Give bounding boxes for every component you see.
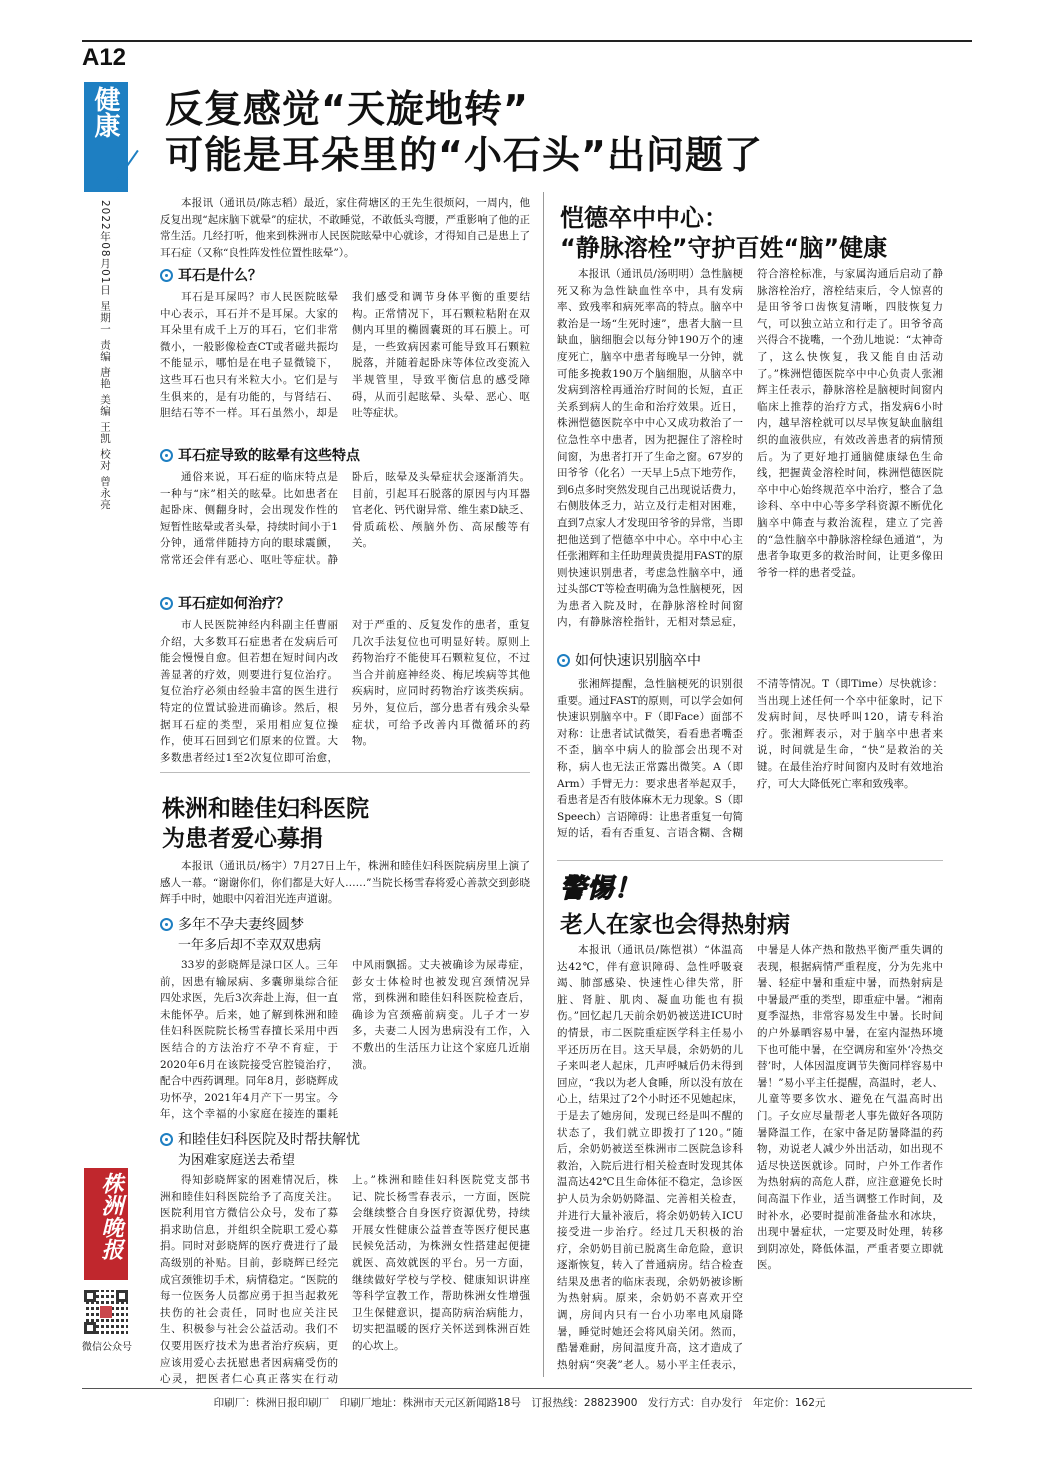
heatstroke-kicker: 警惕！ bbox=[560, 874, 642, 904]
section-help: 得知彭晓辉家的困难情况后，株洲和睦佳妇科医院给予了高度关注。医院利用官方微信公众号，发布了募捐求助信息，并组织全院职工爱心募捐。同时对彭晓辉的医疗费进行了最高级别的补贴。目前，彭晓辉已经完成宫颈锥切手术，病情稳定。“医院的每一位医务人员都应勇于担当起救死扶伤的社会责任，同时也应关注民生、积极参与社会公益活动。我们不仅要用医疗技术为患者治疗疾病，更应该用爱心去抚慰患者因病痛受伤的心灵，把医者仁心真正落实在行动上。”株洲和睦佳妇科医院党支部书记、院长杨雪春表示，一方面，医院会继续整合自身医疗资源优势，持续开展女性健康公益普查等医疗便民惠民候免活动，为株洲女性搭建起便捷就医、高效就医的平台。另一方面，继续做好学校与学校、健康知识讲座等科学宣教工作，帮助株洲女性增强卫生保健意识，提高防病治病能力，切实把温暖的医疗关怀送到株洲百姓的心坎上。 bbox=[160, 1174, 530, 1386]
bullet-icon bbox=[160, 597, 173, 610]
header-rule bbox=[82, 40, 972, 42]
date-line: 2022年08月01日 星期一 责编 唐艳 美编 王凯 校对 曾永亮 bbox=[99, 200, 111, 511]
right-title-line2: “静脉溶栓”守护百姓“脑”健康 bbox=[560, 234, 888, 262]
right-title-line1: 恺德卒中中心： bbox=[560, 204, 728, 232]
heatstroke-body: 本报讯（通讯员/陈恺祺）“体温高达42℃，伴有意识障碍、急性呼吸衰竭、肺部感染、快速性心律失常，肝脏、肾脏、肌肉、凝血功能也有损伤。”回忆起几天前余奶奶被送进ICU时的情景，市二医院重症医学科主任易小平还历历在目。这天早晨，余奶奶的儿子来叫老人起床，几声呼喊后仍未得到回应，“我以为老人食睡，所以没有放在心上，结果过了2个小时还不见她起床，于是去了她房间，发现已经是叫不醒的状态了，我们就立即拨打了120。”随后，余奶奶被送至株洲市二医院急诊科救治，入院后进行相关检查时发现其体温高达42℃且生命体征不稳定，急诊医护人员为余奶奶降温、完善相关检查，并进行大量补液后，将余奶奶转入ICU接受进一步治疗。经过几天积极的治疗，余奶奶目前已脱离生命危险，意识逐渐恢复，转入了普通病房。结合检查结果及患者的临床表现，余奶奶被诊断为热射病。原来，余奶奶不喜欢开空调，房间内只有一台小功率电风扇降暑，睡觉时她还会将风扇关闭。然而，酷暑难耐，房间温度升高，这才造成了热射病“突袭”老人。易小平主任表示，中暑是人体产热和散热平衡严重失调的表现，根据病情严重程度，分为先兆中暑、轻症中暑和重症中暑，而热射病是中暑最严重的类型，即重症中暑。“湘南夏季湿热，非常容易发生中暑。长时间的户外暴晒容易中暑，在室内湿热环境下也可能中暑，在空调房和室外‘冷热交替’时，人体因温度调节失衡同样容易中暑！”易小平主任提醒，高温时，老人、儿童等要多饮水、避免在气温高时出门。子女应尽量帮老人事先做好各项防暑降温工作，在家中备足防暑降温的药物，劝说老人减少外出活动，如出现不适尽快送医就诊。同时，户外工作者作为热射病的高危人群，应注意避免长时间高温下作业，适当调整工作时间，及时补水，必要时提前准备盐水和冰块，出现中暑症状，一定要及时处理，转移到阴凉处，降低体温，严重者要立即就医。 bbox=[557, 944, 943, 1371]
donation-title-line2: 为患者爱心募捐 bbox=[162, 826, 323, 852]
section-treatment: 市人民医院神经内科副主任曹丽介绍，大多数耳石症患者在发病后可能会慢慢自愈。但若想在短时间内改善显著的疗效，则要进行复位治疗。复位治疗必须由经验丰富的医生进行特定的位置试验进而确诊。然后，根据耳石症的类型，采用相应复位操作，使耳石回到它们原来的位置。大多数患者经过1至2次复位即可治愈，对于严重的、反复发作的患者，重复几次手法复位也可明显好转。原则上药物治疗不能使耳石颗粒复位，不过当合并前庭神经炎、梅尼埃病等其他疾病时，应同时药物治疗该类疾病。另外，复位后，部分患者有残余头晕症状，可给予改善内耳微循环的药物。 bbox=[160, 619, 530, 764]
article-heatstroke bbox=[557, 942, 943, 1376]
subhead-infertility: 多年不孕夫妻终圆梦 一年多后却不幸双双患病 bbox=[160, 914, 530, 953]
heatstroke-title: 老人在家也会得热射病 bbox=[560, 912, 790, 938]
section-what-is: 耳石是耳屎吗？市人民医院眩晕中心表示，耳石并不是耳屎。大家的耳朵里有成千上万的耳石，它们非常微小，一般影像检查CT或者磁共振均不能显示，哪怕是在电子显微镜下，这些耳石也只有米粒大小。它们是与生俱来的，是有功能的，与肾结石、胆结石等不一样。耳石虽然小，却是我们感受和调节身体平衡的重要结构。正常情况下，耳石颗粒粘附在双侧内耳里的椭圆囊斑的耳石膜上。可是，一些致病因素可能导致耳石颗粒脱落，并随着起卧床等体位改变流入半规管里，导致平衡信息的感受障碍，从而引起眩晕、头晕、恶心、呕吐等症状。 bbox=[160, 291, 530, 420]
subhead-fast: 如何快速识别脑卒中 bbox=[557, 650, 943, 670]
article-lead: 本报讯（通讯员/陈志稻）最近，家住荷塘区的王先生很烦闷，一周内，他反复出现“起床脑下就晕”的症状，不敢睡觉，不敢低头弯腰，严重影响了他的正常生活。几经打听，他来到株洲市人民医院眩晕中心就诊，才得知自己是患上了耳石症（又称“良性阵发性位置性眩晕”）。 bbox=[160, 197, 530, 259]
bullet-icon bbox=[160, 449, 173, 462]
logo-text: 株洲晚报 bbox=[98, 1172, 124, 1260]
section-label: 健康 bbox=[90, 86, 120, 138]
subhead-help: 和睦佳妇科医院及时帮扶解忧 为困难家庭送去希望 bbox=[160, 1129, 530, 1168]
subhead-what-is: 耳石是什么？ bbox=[160, 265, 530, 285]
article-stroke-center bbox=[557, 266, 943, 844]
bullet-icon bbox=[557, 654, 570, 667]
qr-code[interactable] bbox=[84, 1290, 128, 1334]
footer-rule bbox=[82, 1388, 972, 1389]
section-divider bbox=[557, 860, 943, 861]
bullet-icon bbox=[160, 918, 173, 931]
footer-info: 印刷厂：株洲日报印刷厂 印刷厂地址：株洲市天元区新闻路18号 订报热线：28823900 发行方式：自办发行 年定价：162元 bbox=[213, 1397, 826, 1409]
bullet-icon bbox=[160, 1133, 173, 1146]
article-donation bbox=[160, 858, 530, 1388]
main-title-line1: 反复感觉“天旋地转” bbox=[165, 87, 529, 131]
section-features: 通俗来说，耳石症的临床特点是一种与“床”相关的眩晕。比如患者在起卧床、侧翻身时，会出现发作性的短暂性眩晕或者头晕，持续时间小于1分钟，通常伴随持方向的眼球震颤，常常还会伴有恶心、呕吐等症状。静卧后，眩晕及头晕症状会逐渐消失。目前，引起耳石脱落的原因与内耳器官老化、钙代谢异常、维生素D缺乏、骨质疏松、颅脑外伤、高尿酸等有关。 bbox=[160, 471, 530, 566]
main-title-line2: 可能是耳朵里的“小石头”出问题了 bbox=[165, 133, 763, 177]
bullet-icon bbox=[160, 269, 173, 282]
stroke-body: 本报讯（通讯员/汤明明）急性脑梗死又称为急性缺血性卒中，具有发病率、致残率和病死率高的特点。脑卒中救治是一场“生死时速”，患者大脑一旦缺血，脑细胞会以每分钟190万个的速度死亡，脑卒中患者每晚早一分钟，就可能多挽救190万个脑细胞，从脑卒中发病到溶栓再通治疗时间的长短，直正关系到病人的生命和治疗效果。近日，株洲恺德医院卒中中心又成功救治了一位急性卒中患者，因为把握住了溶栓时间窗，为患者打开了生命之窗。67岁的田爷爷（化名）一天早上5点下地劳作，到6点多时突然发现自己出现说话费力，右侧肢体乏力，站立及行走相对困难，直到7点家人才发现田爷爷的异常，当即把他送到了恺德卒中中心。卒中中心主任张湘辉和主任助理黄贵提用FAST的原则快速识别患者，考虑急性脑卒中，通过头部CT等检查明确为急性脑梗死，因为患者入院及时，在静脉溶栓时间窗内，有静脉溶栓指针，无相对禁忌症，符合溶栓标准，与家属沟通后启动了静脉溶栓治疗，溶栓结束后，令人惊喜的是田爷爷口齿恢复清晰，四肢恢复力气，可以独立站立和行走了。田爷爷高兴得合不拢嘴，一个劲儿地说：“太神奇了，这么快恢复，我又能自由活动了。”株洲恺德医院卒中中心负责人张湘辉主任表示，静脉溶栓是脑梗时间窗内临床上推荐的治疗方式，指发病6小时内，越早溶栓就可以尽早恢复缺血脑组织的血液供应，有效改善患者的病情预后。为了更好地打通脑健康绿色生命线，把握黄金溶栓时间，株洲恺德医院卒中中心始终规范卒中治疗，整合了急诊科、卒中中心等多学科资源不断优化脑卒中筛查与救治流程，建立了完善的“急性脑卒中静脉溶栓绿色通道”，为患者争取更多的救治时间，让更多像田爷爷一样的患者受益。 bbox=[557, 268, 943, 629]
page-label: A12 bbox=[82, 44, 127, 71]
donation-lead: 本报讯（通讯员/杨宇）7月27日上午，株洲和睦佳妇科医院病房里上演了感人一幕。“谢谢你们，你们都是大好人……”当院长杨雪春将爱心善款交到彭晓辉手中时，她眼中闪着泪光连声道谢。 bbox=[160, 860, 530, 906]
section-divider bbox=[160, 772, 530, 773]
qr-caption: 微信公众号 bbox=[82, 1342, 132, 1353]
article-earstone bbox=[160, 195, 530, 767]
subhead-features: 耳石症导致的眩晕有这些特点 bbox=[160, 445, 530, 465]
subhead-treatment: 耳石症如何治疗？ bbox=[160, 593, 530, 613]
donation-title-line1: 株洲和睦佳妇科医院 bbox=[162, 796, 369, 822]
section-fast: 张湘辉提醒，急性脑梗死的识别很重要。通过FAST的原则，可以学会如何快速识别脑卒中。F（即Face）面部不对称：让患者试试微笑，看看患者嘴歪不歪，脑卒中病人的脸部会出现不对称，病人也无法正常露出微笑。A（即Arm）手臂无力：要求患者举起双手，看患者是否有肢体麻木无力现象。S（即Speech）言语障碍：让患者重复一句简短的话，看有否重复、言语含糊、含糊不清等情况。T（即Time）尽快就诊：当出现上述任何一个卒中征象时，记下发病时间，尽快呼叫120，请专科治疗。张湘辉表示，对于脑卒中患者来说，时间就是生命，“快”是救治的关键。在最佳治疗时间窗内及时有效地治疗，可大大降低死亡率和致残率。 bbox=[557, 678, 943, 840]
section-infertility: 33岁的彭晓辉是渌口区人。三年前，因患有输尿病、多囊卵巢综合征四处求医，先后3次奔赴上海，但一直未能怀孕。后来，她了解到株洲和睦佳妇科医院院长杨雪春擅长采用中西医结合的方法治疗不孕不育症，于2020年6月在该院接受宫腔镜治疗，配合中西药调理。同年8月，彭晓辉成功怀孕，2021年4月产下一男宝。今年，这个幸福的小家庭在接连的噩耗中风雨飘摇。丈夫被确诊为尿毒症，彭女士体检时也被发现宫颈情况异常，到株洲和睦佳妇科医院检查后，确诊为宫颈癌前病变。儿子才一岁多，夫妻二人因为患病没有工作，入不敷出的生活压力让这个家庭几近崩溃。 bbox=[160, 959, 530, 1121]
column-divider bbox=[543, 192, 544, 1377]
